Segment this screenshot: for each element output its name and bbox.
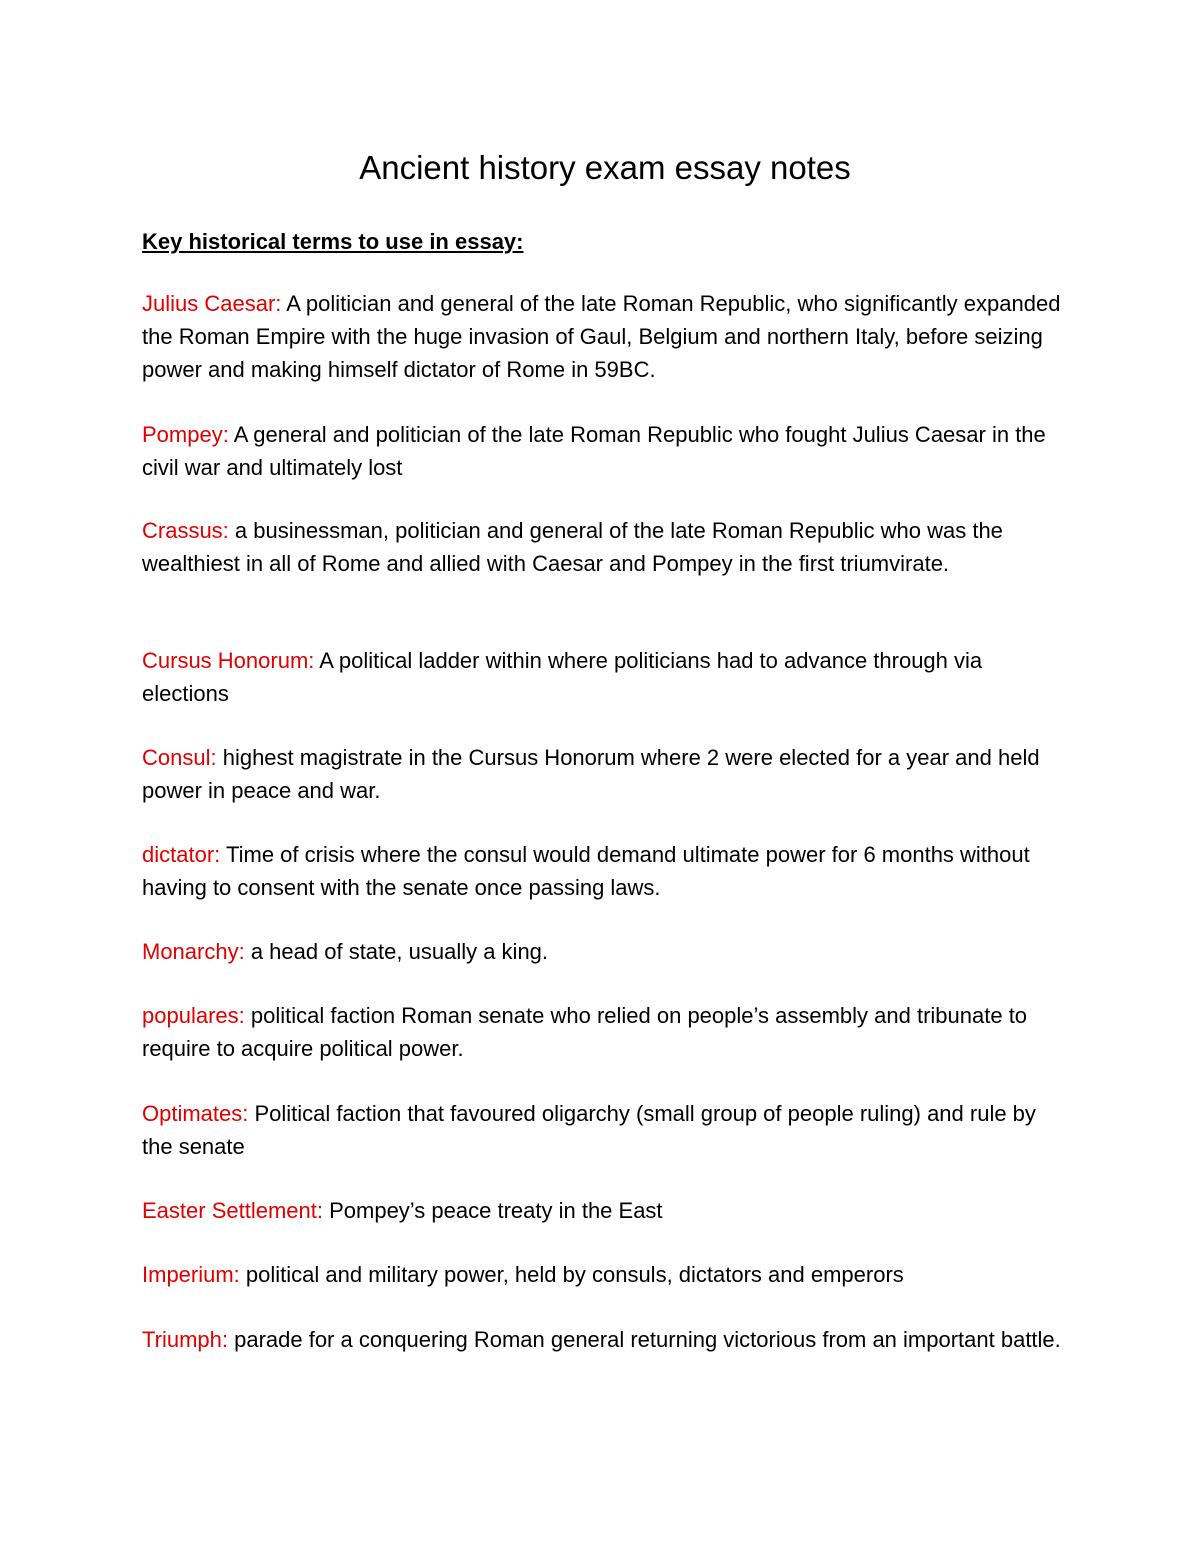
term-definition: parade for a conquering Roman general returning victorious from an important battle. (227, 1327, 1061, 1352)
term-entry-pompey (142, 418, 1067, 484)
term-definition: Pompey’s peace treaty in the East (322, 1198, 663, 1223)
term-entry-triumph (142, 1323, 1067, 1356)
term-name: populares: (142, 1003, 245, 1028)
term-name: Julius Caesar: (142, 291, 282, 316)
term-entry-optimates (142, 1097, 1067, 1163)
term-entry-easter-settlement (142, 1194, 1067, 1227)
term-entry-imperium (142, 1258, 1067, 1291)
term-entry-cursus-honorum (142, 644, 1067, 710)
term-entry-populares (142, 999, 1067, 1065)
term-name: Triumph: (142, 1327, 228, 1352)
term-definition: A political ladder within where politicians had to advance through via elections (142, 648, 983, 706)
term-definition: Political faction that favoured oligarchy (small group of people ruling) and rule by the senate (142, 1101, 1036, 1159)
term-entry-monarchy (142, 935, 1067, 968)
document-title: Ancient history exam essay notes (359, 149, 851, 186)
term-name: Cursus Honorum: (142, 648, 315, 673)
term-name: Consul: (142, 745, 217, 770)
term-definition: a businessman, politician and general of the late Roman Republic who was the wealthiest in all of Rome and allied with Caesar and Pompey in the first triumvirate. (142, 518, 1003, 576)
term-entry-consul (142, 741, 1067, 807)
term-name: Crassus: (142, 518, 229, 543)
term-entry-dictator (142, 838, 1067, 904)
term-definition: a head of state, usually a king. (244, 939, 549, 964)
term-definition: political and military power, held by consuls, dictators and emperors (239, 1262, 904, 1287)
term-entry-julius-caesar (142, 287, 1067, 386)
section-heading: Key historical terms to use in essay: (142, 229, 524, 254)
term-name: Pompey: (142, 422, 229, 447)
term-name: Monarchy: (142, 939, 245, 964)
term-definition: Time of crisis where the consul would demand ultimate power for 6 months without having to consent with the senate once passing laws. (142, 842, 1030, 900)
term-definition: A politician and general of the late Roman Republic, who significantly expanded the Roman Empire with the huge invasion of Gaul, Belgium and northern Italy, before seizing power and making himself dictator of Rome in 59BC. (142, 291, 1061, 382)
term-name: Easter Settlement: (142, 1198, 323, 1223)
term-definition: political faction Roman senate who relied on people’s assembly and tribunate to require to acquire political power. (142, 1003, 1028, 1061)
term-entry-crassus (142, 514, 1067, 580)
term-name: Imperium: (142, 1262, 240, 1287)
term-definition: A general and politician of the late Roman Republic who fought Julius Caesar in the civil war and ultimately lost (142, 422, 1046, 480)
term-name: dictator: (142, 842, 221, 867)
term-definition: highest magistrate in the Cursus Honorum where 2 were elected for a year and held power in peace and war. (142, 745, 1040, 803)
term-name: Optimates: (142, 1101, 249, 1126)
